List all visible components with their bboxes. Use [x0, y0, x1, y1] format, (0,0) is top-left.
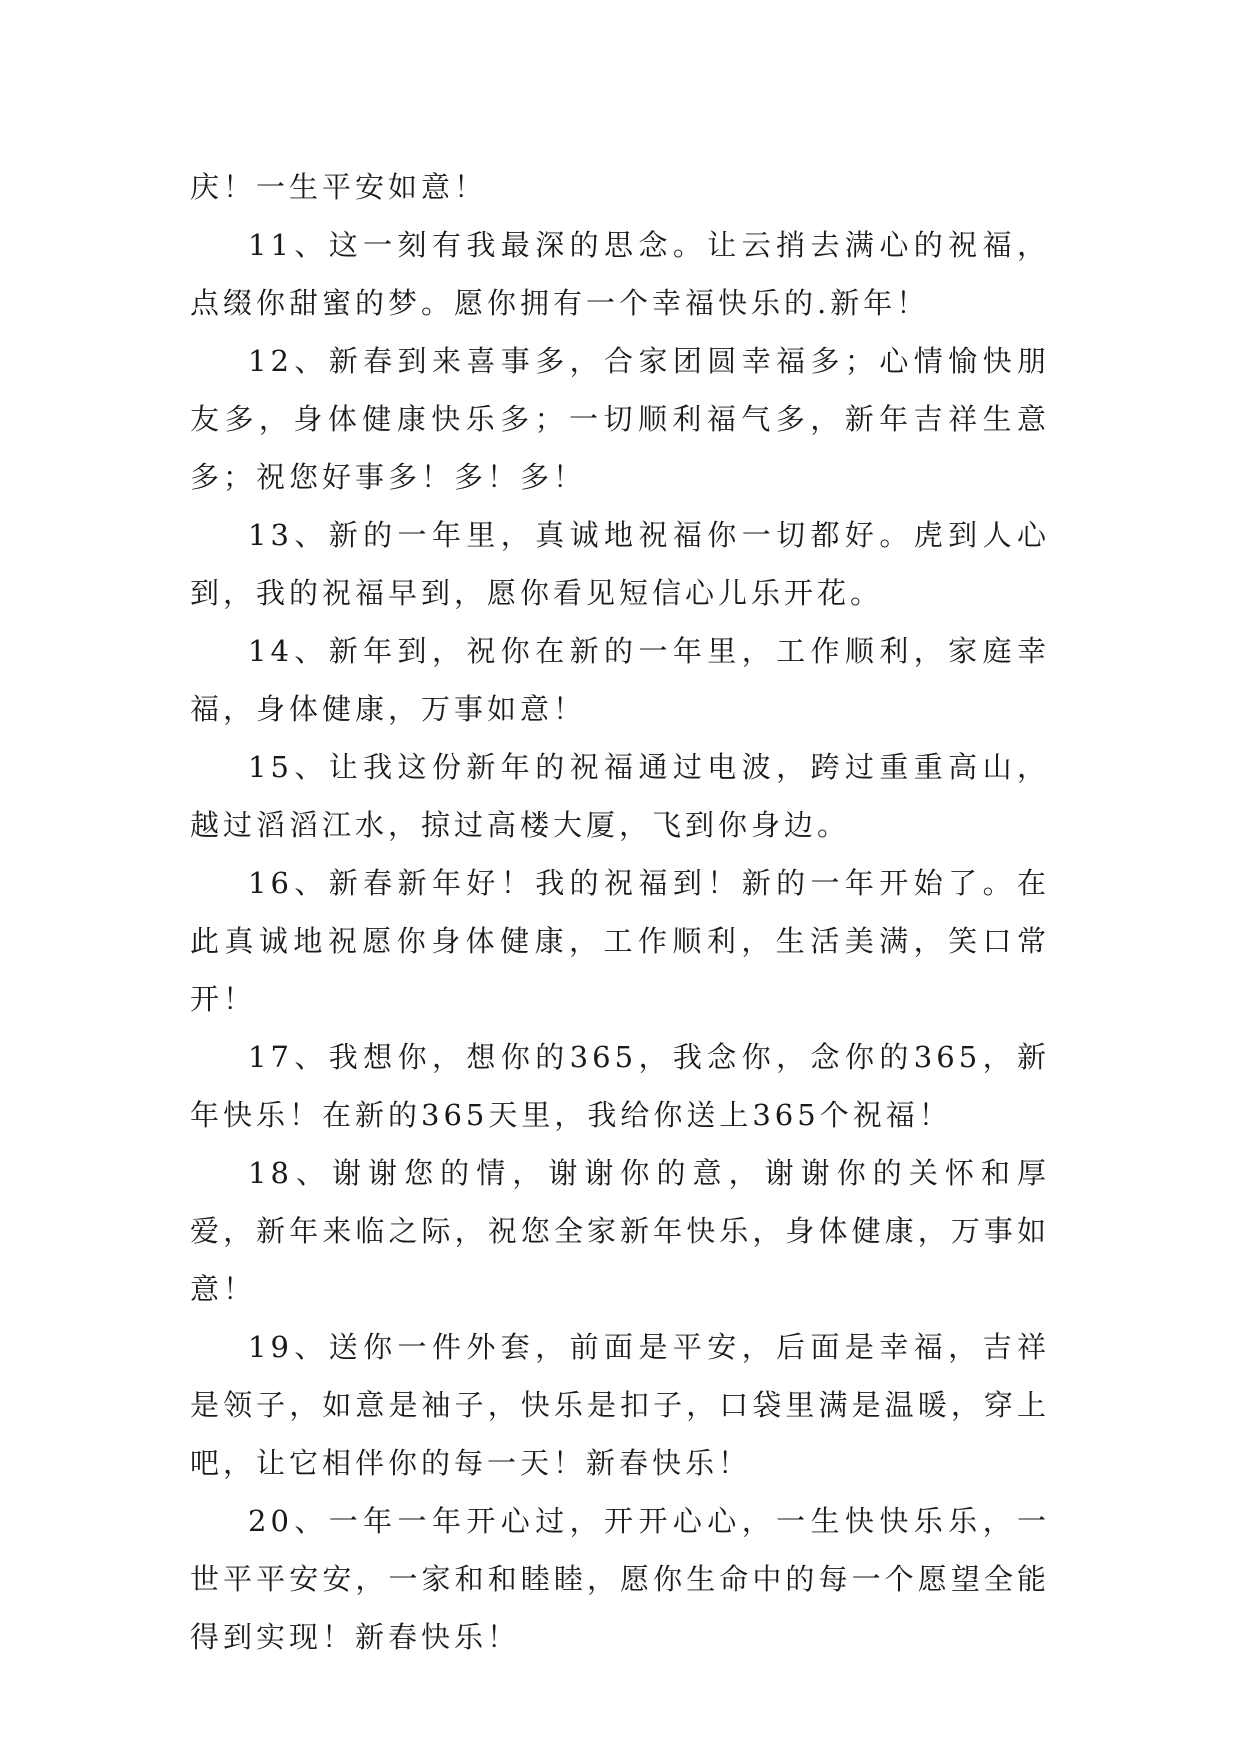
paragraph-16: 16、新春新年好！我的祝福到！新的一年开始了。在此真诚地祝愿你身体健康，工作顺利，生活美满，笑口常开！	[190, 866, 1050, 1016]
paragraph-14: 14、新年到，祝你在新的一年里，工作顺利，家庭幸福，身体健康，万事如意！	[190, 634, 1050, 726]
paragraph-12: 12、新春到来喜事多，合家团圆幸福多；心情愉快朋友多，身体健康快乐多；一切顺利福气多，新年吉祥生意多；祝您好事多！多！多！	[190, 344, 1050, 494]
document-body	[190, 158, 1050, 1666]
paragraph-19: 19、送你一件外套，前面是平安，后面是幸福，吉祥是领子，如意是袖子，快乐是扣子，口袋里满是温暖，穿上吧，让它相伴你的每一天！新春快乐！	[190, 1330, 1050, 1480]
paragraph-20: 20、一年一年开心过，开开心心，一生快快乐乐，一世平平安安，一家和和睦睦，愿你生命中的每一个愿望全能得到实现！新春快乐！	[190, 1504, 1050, 1654]
paragraph-13: 13、新的一年里，真诚地祝福你一切都好。虎到人心到，我的祝福早到，愿你看见短信心儿乐开花。	[190, 518, 1050, 610]
paragraph-17: 17、我想你，想你的365，我念你，念你的365，新年快乐！在新的365天里，我给你送上365个祝福！	[190, 1040, 1050, 1132]
paragraph-11: 11、这一刻有我最深的思念。让云捎去满心的祝福，点缀你甜蜜的梦。愿你拥有一个幸福快乐的.新年！	[190, 228, 1050, 320]
paragraph-continuation: 庆！一生平安如意！	[190, 170, 488, 204]
paragraph-18: 18、谢谢您的情，谢谢你的意，谢谢你的关怀和厚爱，新年来临之际，祝您全家新年快乐，身体健康，万事如意！	[190, 1156, 1050, 1306]
paragraph-15: 15、让我这份新年的祝福通过电波，跨过重重高山，越过滔滔江水，掠过高楼大厦，飞到你身边。	[190, 750, 1050, 842]
